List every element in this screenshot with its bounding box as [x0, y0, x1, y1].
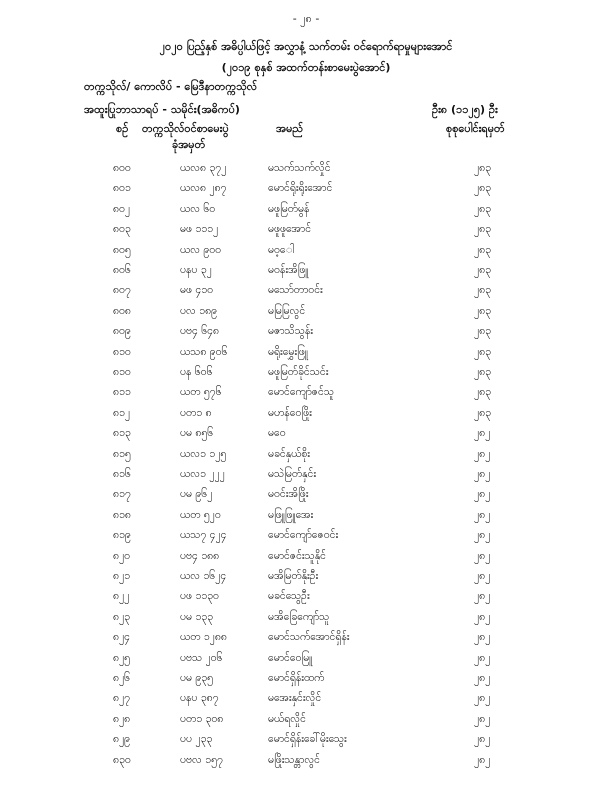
page-number: - ၂၈ -	[292, 12, 320, 25]
table-row	[0, 611, 612, 631]
registration-number: ပဗသ ၂၀၆	[180, 651, 223, 664]
row-number: ၈၀၃	[113, 223, 131, 236]
table-row	[0, 488, 612, 508]
row-number: ၈၁၀	[113, 366, 131, 378]
total-score: ၂၈၂	[474, 692, 491, 705]
table-row	[0, 284, 612, 304]
header-no: စဉ်	[116, 122, 129, 135]
registration-number: ပနပ ၃၂	[180, 264, 212, 276]
table-row	[0, 427, 612, 447]
row-number: ၈၁၇	[113, 488, 131, 501]
registration-number: ပမ ၉၃၅	[180, 672, 214, 684]
row-number: ၈၁၆	[113, 468, 131, 480]
student-name: မောင်ဝေမြူ	[268, 651, 313, 664]
total-score: ၂၈၃	[474, 366, 492, 378]
total-score: ၂၈၃	[474, 386, 492, 399]
table-row	[0, 407, 612, 427]
student-name: မောင်ကျော်ဇင်သူ	[268, 386, 335, 399]
student-name: မောင်ရိုးရိုးအောင်	[268, 182, 333, 195]
registration-number: ယလ ၉၀၀	[180, 243, 222, 256]
registration-number: ပတ၁ ၈	[180, 406, 212, 419]
row-number: ၈၂၅	[113, 651, 131, 664]
student-name: မဇာသိသွန်း	[268, 325, 313, 338]
student-name: မောင်ကျော်ဇေဝင်း	[268, 529, 339, 542]
registration-number: ယလ ၆၀	[180, 202, 216, 215]
header-name: အမည်	[276, 122, 304, 135]
total-score: ၂၈၂	[474, 631, 491, 644]
row-number: ၈၀၂	[113, 202, 131, 215]
total-score: ၂၈၂	[474, 549, 491, 562]
row-number: ၈၀၁	[113, 182, 131, 195]
total-score: ၂၈၂	[474, 590, 491, 603]
row-number: ၈၀၇	[113, 284, 131, 297]
row-number: ၈၃၀	[113, 753, 131, 766]
header-reg-sub: ခုံအမှတ်	[172, 138, 206, 151]
total-score: ၂၈၂	[474, 427, 491, 440]
row-number: ၈၂၇	[113, 692, 131, 705]
total-score: ၂၈၂	[474, 733, 491, 746]
row-number: ၈၀၈	[113, 304, 131, 317]
student-name: မောင်ရှိန်းထက်	[268, 672, 325, 684]
table-row	[0, 468, 612, 488]
total-score: ၂၈၂	[474, 488, 491, 501]
table-row	[0, 733, 612, 753]
registration-number: ပနပ ၃၈၇	[180, 692, 219, 705]
subject-line: အထူးပြုဘာသာရပ် - သမိုင်း(အဓိကပ်)	[84, 103, 240, 116]
table-row	[0, 631, 612, 651]
registration-number: ပမ ၉၆၂	[180, 488, 213, 501]
student-name: မဖြူဖြူအေး	[268, 508, 314, 521]
total-score: ၂၈၂	[474, 508, 491, 521]
row-number: ၈၀၅	[113, 243, 131, 256]
table-row	[0, 509, 612, 529]
header-score: စုစုပေါင်းရမှတ်	[446, 122, 505, 135]
row-number: ၈၂၁	[113, 570, 131, 582]
row-number: ၈၁၁	[113, 386, 131, 399]
table-row	[0, 264, 612, 284]
university-line: တက္ကသိုလ်/ ကောလိပ် - မြေဒီနာတက္ကသိုလ်	[84, 80, 258, 93]
table-row	[0, 652, 612, 672]
registration-number: မဖ ၄၁၀	[180, 284, 214, 297]
total-score: ၂၈၃	[474, 162, 492, 174]
total-score: ၂၈၃	[474, 345, 492, 358]
student-name: မသော်တာဝင်း	[268, 284, 323, 297]
table-row	[0, 223, 612, 243]
registration-number: ပဗ၄ ၆၄၈	[180, 325, 220, 338]
student-name: မောင်ဇင်းသူနိုင်	[268, 549, 326, 562]
total-score: ၂၈၂	[474, 447, 491, 460]
document-title: ၂၀၂၀ ပြည့်နှစ် အဓိပ္ပါယ်ဖြင့် အလွှာနံ့ သက်တမ်း ဝင်ရောက်ရာမှုများအောင်	[159, 40, 453, 53]
row-number: ၈၁၀	[113, 345, 131, 358]
student-name: မဝင်းအိဖြိုး	[268, 488, 309, 501]
table-row	[0, 366, 612, 386]
table-row	[0, 346, 612, 366]
row-number: ၈၂၄	[113, 631, 131, 644]
registration-number: ပဗလ ၁၅၇	[180, 753, 223, 766]
student-name: မဟန်ဝေဖြိုး	[268, 406, 312, 419]
student-name: မရိုးမွှေးဖြူ	[268, 345, 308, 358]
student-name: မမြမြလွင်	[268, 304, 306, 317]
row-number: ၈၂၉	[113, 733, 131, 746]
student-name: မခင်သွေဦး	[268, 590, 310, 603]
row-number: ၈၁၂	[113, 406, 131, 419]
registration-number: ယလ၁ ၂၂၂	[180, 468, 225, 480]
student-name: မယ်ရလှိုင်	[268, 712, 306, 725]
total-score: ၂၈၂	[474, 672, 491, 684]
table-row	[0, 305, 612, 325]
student-name: မအိခြေကျော်သူ	[268, 610, 330, 623]
total-score: ၂၈၂	[474, 468, 491, 480]
student-name: မဝ့ေါ	[268, 243, 295, 256]
student-name: မောင်ရှိန်းခေါ်မိုးသွေး	[268, 733, 347, 746]
total-score: ၂၈၂	[474, 753, 491, 766]
row-number: ၈၁၈	[113, 508, 131, 521]
table-row	[0, 529, 612, 549]
total-score: ၂၈၂	[474, 529, 491, 542]
registration-number: ယလ၈ ၂၈၇	[180, 182, 227, 195]
registration-number: ယတ ၁၂၈၈	[180, 631, 227, 644]
registration-number: ပဖ ၁၁၃၀	[180, 590, 219, 603]
registration-number: မဖ ၁၁၁၂	[180, 223, 219, 236]
total-score: ၂၈၃	[474, 284, 492, 297]
row-number: ၈၂၆	[113, 672, 131, 684]
row-number: ၈၁၉	[113, 529, 131, 542]
table-row	[0, 386, 612, 406]
registration-number: ယတ ၅၂၀	[180, 508, 221, 521]
total-score: ၂၈၃	[474, 202, 492, 215]
row-number: ၈၀၆	[113, 264, 131, 276]
student-name: မအိမြတ်နိုးဦး	[268, 570, 319, 582]
table-row	[0, 754, 612, 774]
table-row	[0, 590, 612, 610]
student-name: မသက်သက်လှိုင်	[268, 162, 331, 174]
student-name: မဝန်းအိဖြူ	[268, 264, 309, 276]
registration-number: ပမ ၈၅၆	[180, 427, 214, 440]
row-number: ၈၂၂	[113, 590, 130, 603]
table-row	[0, 325, 612, 345]
document-subtitle: (၂၀၁၉ စုနှစ် အထက်တန်းစာမေးပွဲအောင်)	[221, 61, 391, 74]
total-score: ၂၈၃	[474, 304, 492, 317]
total-score: ၂၈၂	[474, 712, 491, 725]
registration-number: ပတ၁ ၃၀၈	[180, 712, 224, 725]
table-row	[0, 713, 612, 733]
student-name: မဖူမြတ်မွန်	[268, 202, 310, 215]
table-row	[0, 162, 612, 182]
table-row	[0, 672, 612, 692]
count-line: ဦး၈ (၁၁၂၅) ဦး	[432, 103, 498, 116]
total-score: ၂၈၃	[474, 325, 492, 338]
registration-number: ယလ ၁၆၂၄	[180, 570, 227, 582]
total-score: ၂၈၂	[474, 570, 491, 582]
student-name: မဖူမြတ်ခိုင်သင်း	[268, 366, 329, 378]
registration-number: ယတ ၅၇၆	[180, 386, 222, 399]
row-number: ၈၀၉	[113, 325, 131, 338]
row-number: ၈၂၀	[113, 549, 131, 562]
student-name: မဖြိုးသန္တာလွင်	[268, 753, 320, 766]
total-score: ၂၈၂	[474, 651, 491, 664]
row-number: ၈၁၃	[113, 427, 131, 440]
table-row	[0, 203, 612, 223]
student-name: မအေးနှင်းလှိုင်	[268, 692, 322, 705]
row-number: ၈၀၀	[113, 162, 131, 174]
table-row	[0, 244, 612, 264]
row-number: ၈၂၈	[113, 712, 131, 725]
registration-number: ယလ၈ ၃၇၂	[180, 162, 227, 174]
registration-number: ယသ၇ ၄၂၄	[180, 529, 227, 542]
row-number: ၈၂၃	[113, 610, 131, 623]
registration-number: ပလ ၁၈၉	[180, 304, 217, 317]
registration-number: ယသ၈ ၉၀၆	[180, 345, 228, 358]
total-score: ၂၈၃	[474, 243, 492, 256]
registration-number: ပဗ၄ ၁၈၈	[180, 549, 220, 562]
table-row	[0, 182, 612, 202]
total-score: ၂၈၃	[474, 182, 492, 195]
row-number: ၈၁၅	[113, 447, 131, 460]
registration-number: ယလ၁ ၁၂၅	[180, 447, 227, 460]
total-score: ၂၈၃	[474, 223, 492, 236]
total-score: ၂၈၃	[474, 264, 492, 276]
registration-number: ပမ ၁၃၃	[180, 610, 214, 623]
table-row	[0, 448, 612, 468]
table-row	[0, 550, 612, 570]
header-reg: တက္ကသိုလ်ဝင်စာမေးပွဲ	[142, 122, 229, 135]
student-name: မောင်သက်အောင်ရှိန်း	[268, 631, 350, 644]
total-score: ၂၈၃	[474, 406, 492, 419]
student-name: မသဲမြတ်နှင်း	[268, 468, 317, 480]
table-row	[0, 692, 612, 712]
student-name: မဝေ	[268, 427, 286, 440]
total-score: ၂၈၂	[474, 610, 491, 623]
student-name: မခင်နှယ်စိုး	[268, 447, 310, 460]
registration-number: ပန ၆၀၆	[180, 366, 213, 378]
student-name: မဖူဖူအောင်	[268, 223, 312, 236]
registration-number: ပပ ၂၃၃	[180, 733, 213, 746]
table-row	[0, 570, 612, 590]
